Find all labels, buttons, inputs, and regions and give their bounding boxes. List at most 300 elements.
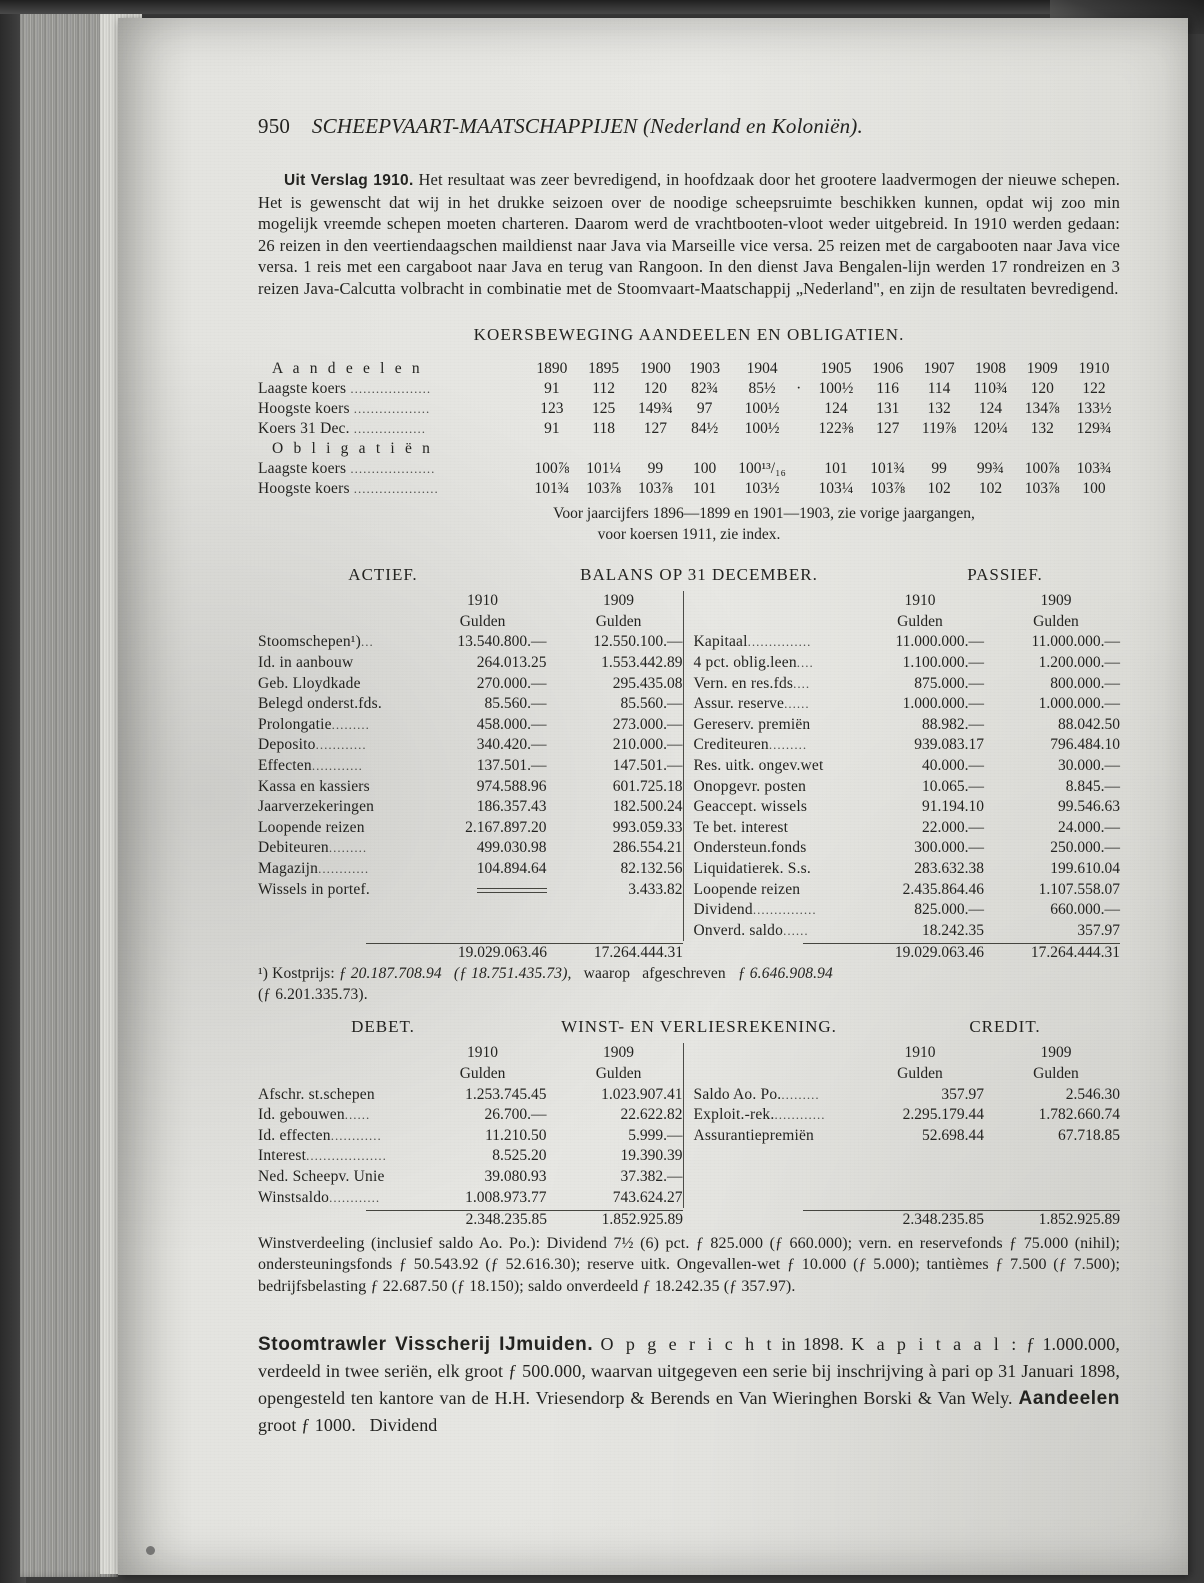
cell: 286.554.21 (612, 839, 683, 857)
currency-header: Gulden (595, 1064, 642, 1082)
cell: 2.295.179.44 (902, 1106, 984, 1124)
balans-passief-column (683, 591, 1120, 941)
cell: 119⅞ (921, 420, 957, 437)
cell: 37.382.— (620, 1167, 683, 1185)
row-label: Te bet. interest (693, 818, 789, 836)
koersen-row: Laagste koers ................... 91 112 120 82¾ 85½ · 100½ 116 114 110¾ 120 122 (258, 379, 1120, 399)
leader-dots: ......... (328, 840, 368, 856)
cell: 104.894.64 (476, 860, 547, 878)
cell: 939.083.17 (914, 736, 984, 754)
balans-passief-heading: PASSIEF. (967, 565, 1043, 584)
row-label: Deposito (258, 736, 316, 754)
cell: 11.210.50 (485, 1126, 547, 1144)
cell: 1.200.000.— (1038, 654, 1120, 672)
balans-section (258, 565, 1120, 1005)
cell: 120 (643, 380, 667, 397)
cell: 103⅞ (586, 480, 622, 497)
cell: 100¹³/₁₆ (738, 460, 786, 477)
leader-dots: ............... (747, 634, 812, 650)
balans-totals (258, 943, 1120, 962)
balans-title: BALANS OP 31 DECEMBER. (580, 565, 818, 584)
winstverdeeling-text: Winstverdeeling (inclusief saldo Ao. Po.): Dividend 7½ (6) pct. ƒ 825.000 (ƒ 660.000); vern. en reservefonds ƒ 75.000 (nihil); ondersteuningsfonds ƒ 50.543.92 (ƒ 52.616.30); reserve uitk. Ongevallen-wet ƒ 10.000 (ƒ 5.000); tantièmes ƒ 7.500 (ƒ 7.500); bedrijfsbelasting ƒ 22.687.50 (ƒ 18.150); saldo onverdeeld ƒ 18.242.35 (ƒ 357.97). (258, 1234, 1120, 1295)
cell: 2.546.30 (1065, 1085, 1120, 1103)
leader-dots: ...... (783, 922, 809, 938)
row-label: Kassa en kassiers (258, 777, 370, 795)
row-label: Winstsaldo (258, 1188, 330, 1206)
cell: 186.357.43 (476, 798, 547, 816)
table-row (258, 1167, 683, 1188)
cell: 102 (927, 480, 951, 497)
cell: 149¾ (637, 400, 673, 417)
cell: 100½ (744, 420, 780, 437)
row-label: Interest (258, 1147, 307, 1165)
total-1909: 17.264.444.31 (1030, 944, 1120, 962)
cell: 99 (931, 460, 947, 477)
year-1910-header: 1910 (467, 592, 499, 610)
wv-debet-column (258, 1043, 683, 1208)
currency-header: Gulden (897, 612, 943, 630)
kostprijs-footnote (258, 963, 1120, 1005)
row-label: Geaccept. wissels (693, 798, 808, 816)
cell: 22.622.82 (620, 1106, 683, 1124)
cell: 110¾ (973, 380, 1008, 397)
company-name: Stoomtrawler Visscherij IJmuiden. (258, 1334, 594, 1356)
cell: 458.000.— (476, 715, 547, 733)
leader-dots: ............ (315, 737, 367, 753)
table-row (694, 859, 1120, 880)
row-label: Magazijn (258, 860, 319, 878)
row-label: Assur. reserve (693, 695, 785, 713)
row-label: Saldo Ao. Po. (693, 1085, 782, 1103)
leader-dots: ......... (781, 1086, 820, 1102)
cell: 103¼ (818, 480, 854, 497)
cell: 1.000.000.— (902, 695, 984, 713)
spacer-row (694, 1187, 1120, 1208)
report-paragraph (258, 169, 1120, 299)
cell: 660.000.— (1050, 901, 1120, 919)
cell: 100⅞ (1024, 460, 1060, 477)
currency-header-row (258, 1064, 683, 1085)
cell: 601.725.18 (612, 777, 683, 795)
footnote-f: (ƒ 6.201.335.73). (258, 986, 368, 1004)
debet-table (258, 1043, 683, 1208)
document-page (118, 18, 1188, 1575)
table-row (258, 776, 683, 797)
row-label: Dividend (693, 901, 753, 919)
cell: 103⅞ (637, 480, 673, 497)
wv-total-left (258, 1210, 683, 1229)
cell: 103½ (744, 480, 780, 497)
row-label: Koers 31 Dec. (258, 420, 350, 437)
table-row (694, 921, 1120, 942)
cell: 30.000.— (1058, 757, 1120, 775)
cell: 120 (1030, 380, 1054, 397)
cell: 114 (927, 380, 951, 397)
currency-header: Gulden (595, 612, 642, 630)
table-row (694, 900, 1120, 921)
currency-header: Gulden (897, 1064, 943, 1082)
cell: 19.390.39 (620, 1147, 683, 1165)
balans-heading-row (258, 565, 1120, 585)
cell: 91 (544, 380, 560, 397)
cell: 120¼ (973, 420, 1008, 437)
table-row (258, 756, 683, 777)
currency-header: Gulden (1033, 1064, 1079, 1082)
report-lead-label: Uit Verslag 1910. (284, 172, 414, 189)
koersen-section-aandeelen: A a n d e e l e n (272, 360, 423, 377)
table-row (694, 838, 1120, 859)
cell: 100⅞ (534, 460, 570, 477)
cell: 84½ (691, 420, 719, 437)
table-row (694, 818, 1120, 839)
leader-dots: .................. (353, 401, 431, 416)
leader-dots: ... (361, 634, 374, 650)
leader-dots: ............ (318, 861, 370, 877)
table-row (694, 879, 1120, 900)
cell: 118 (592, 420, 615, 437)
cell: 270.000.— (476, 674, 547, 692)
row-label: Id. in aanbouw (258, 654, 354, 672)
cell: 796.484.10 (1050, 736, 1120, 754)
cell: 88.042.50 (1058, 715, 1120, 733)
balans-total-right (683, 943, 1120, 962)
company-aandeelen-rest: groot ƒ 1000. (258, 1415, 356, 1436)
cell: 875.000.— (914, 674, 984, 692)
cell: 974.588.96 (476, 777, 547, 795)
wv-debet-heading: DEBET. (351, 1017, 415, 1037)
company-aandeelen-label: Aandeelen (1018, 1388, 1120, 1410)
cell: 103⅞ (870, 480, 906, 497)
cell: 82¾ (691, 380, 719, 397)
row-label: Hoogste koers (258, 480, 350, 497)
year-col: 1907 (923, 360, 955, 377)
cell: 2.167.897.20 (465, 818, 547, 836)
year-header-row (258, 591, 683, 612)
row-label: Onverd. saldo (693, 921, 784, 939)
cell: 112 (592, 380, 615, 397)
row-label: Prolongatie (258, 715, 332, 733)
row-label: Assurantiepremiën (693, 1126, 814, 1144)
cell: 127 (643, 420, 667, 437)
table-row (694, 1105, 1120, 1126)
currency-header: Gulden (459, 1064, 506, 1082)
credit-table (694, 1043, 1120, 1208)
cell: 147.501.— (612, 757, 683, 775)
balans-columns (258, 591, 1120, 941)
row-label: Id. gebouwen (258, 1106, 345, 1124)
koersen-obligatien-header (258, 439, 1120, 459)
wv-credit-column (683, 1043, 1120, 1208)
year-col: 1904 (746, 360, 778, 377)
total-1910: 19.029.063.46 (457, 944, 548, 962)
currency-header: Gulden (1033, 612, 1079, 630)
cell: 101 (824, 460, 848, 477)
footnote-d: afgeschreven (642, 965, 726, 983)
cell: 5.999.— (628, 1126, 683, 1144)
cell: 8.845.— (1065, 777, 1120, 795)
balans-total-left (258, 943, 683, 962)
cell: 82.132.56 (620, 860, 683, 878)
cell: 40.000.— (922, 757, 984, 775)
koersen-header-row (258, 359, 1120, 379)
table-row (694, 715, 1120, 736)
cell: 11.000.000.— (1031, 633, 1120, 651)
cell: 124 (824, 400, 848, 417)
row-label: Laagste koers (258, 380, 347, 397)
year-col: 1905 (820, 360, 852, 377)
cell: 1.553.442.89 (601, 654, 683, 672)
year-col: 1890 (536, 360, 568, 377)
leader-dots: ................... (306, 1148, 387, 1164)
leader-dots: ...... (344, 1107, 371, 1123)
cell: 100½ (818, 380, 854, 397)
table-row (258, 1146, 683, 1167)
table-row (694, 673, 1120, 694)
footnote-b: (ƒ 18.751.435.73), (453, 965, 572, 983)
cell: 1.100.000.— (902, 654, 984, 672)
company-kapitaal-label: K a p i t a a l : (851, 1334, 1019, 1355)
cell: 99 (647, 460, 664, 477)
year-col: 1903 (689, 360, 721, 377)
koersen-row (258, 419, 1120, 439)
cell: 1.000.000.— (1038, 695, 1120, 713)
row-label: Crediteuren (693, 736, 769, 754)
table-row (258, 1084, 683, 1105)
cell: 100 (1082, 480, 1106, 497)
row-label: Ned. Scheepv. Unie (258, 1167, 385, 1185)
leader-dots: .... (796, 655, 814, 671)
row-label: Laagste koers (258, 460, 347, 477)
cell: 103¾ (1076, 460, 1112, 477)
cell: 101 (693, 480, 717, 497)
cell: 97 (696, 400, 713, 417)
page-content (258, 114, 1120, 1439)
wv-heading-row (258, 1017, 1120, 1037)
year-col: 1909 (1026, 360, 1058, 377)
cell: 102 (978, 480, 1003, 497)
leader-dots: ............ (311, 758, 363, 774)
cell: 100½ (744, 400, 780, 417)
year-header-row (694, 591, 1120, 612)
year-col: 1895 (588, 360, 620, 377)
cell: 283.632.38 (914, 860, 984, 878)
koersen-row (258, 399, 1120, 419)
total-1910: 19.029.063.46 (894, 944, 984, 962)
cell: 67.718.85 (1058, 1126, 1120, 1144)
cell: 132 (1030, 420, 1054, 437)
cell: 8.525.20 (492, 1147, 547, 1165)
cell: 137.501.— (476, 757, 547, 775)
year-1909-header: 1909 (603, 1044, 635, 1062)
cell: 499.030.98 (476, 839, 547, 857)
row-label: Stoomschepen¹) (258, 633, 362, 651)
spacer-row (694, 1146, 1120, 1167)
cell: 1.253.745.45 (465, 1085, 547, 1103)
table-row (258, 1105, 683, 1126)
currency-header-row (694, 612, 1120, 633)
leader-dots: ............... (752, 902, 817, 918)
table-row (258, 879, 683, 900)
cell: 129¾ (1076, 420, 1112, 437)
balans-actief-heading: ACTIEF. (348, 565, 418, 584)
cell: 99.546.63 (1058, 798, 1120, 816)
row-label: Wissels in portef. (258, 880, 370, 898)
cell: 250.000.— (1050, 839, 1120, 857)
cell: 182.500.24 (612, 798, 683, 816)
row-label: Hoogste koers (258, 400, 350, 417)
cell: 357.97 (1077, 921, 1120, 939)
cell: 18.242.35 (922, 921, 984, 939)
table-row (258, 859, 683, 880)
koersen-title: KOERSBEWEGING AANDEELEN EN OBLIGATIEN. (473, 325, 905, 344)
row-label: Vern. en res.fds (693, 674, 794, 692)
cell: 103⅞ (1024, 480, 1060, 497)
cell: 88.982.— (922, 715, 984, 733)
koersen-row (258, 479, 1120, 499)
leader-dots: ............ (329, 1189, 381, 1205)
currency-header: Gulden (459, 612, 506, 630)
table-row (694, 735, 1120, 756)
row-label: Ondersteun.fonds (693, 839, 807, 857)
cell: 116 (876, 380, 900, 397)
row-label: Gereserv. premiën (693, 715, 811, 733)
row-label: Loopende reizen (258, 818, 365, 836)
leader-dots: .................... (353, 481, 439, 496)
year-1909-header: 1909 (1040, 592, 1072, 610)
cell: 134⅞ (1024, 400, 1060, 417)
total-1909: 1.852.925.89 (1038, 1210, 1120, 1228)
year-col: 1900 (639, 360, 671, 377)
report-body: Het resultaat was zeer bevredigend, in hoofdzaak door het grootere laadvermogen der nieuwe schepen. Het is gewenscht dat wij in het drukke seizoen over de noodige scheepsruimte beschikken kunnen, opdat wij zoo min mogelijk vreemde schepen moeten charteren. Daarom werd de vrachtbooten-vloot weder uitgebreid. In 1910 werden gedaan: 26 reizen in den veertiendaagschen maildienst naar Java via Marseille vice versa. 25 reizen met de cargabooten naar Java vice versa. 1 reis met een cargaboot naar Java en terug van Rangoon. In den dienst Java Bengalen-lijn werden 17 rondreizen en 3 reizen Java-Calcutta volbracht in combinatie met de Stoomvaart-Maatschappij „Nederland", en zijn de resultaten bevredigend. (258, 170, 1120, 298)
table-row (258, 673, 683, 694)
table-row (694, 632, 1120, 653)
cell: 13.540.800.— (457, 633, 547, 651)
leader-dots: .................... (350, 461, 436, 476)
koersen-row (258, 459, 1120, 479)
cell: 340.420.— (476, 736, 547, 754)
table-row (258, 694, 683, 715)
cell: 1.008.973.77 (465, 1188, 547, 1206)
cell: 91.194.10 (922, 798, 984, 816)
table-row (258, 632, 683, 653)
table-row (258, 797, 683, 818)
cell: 800.000.— (1050, 674, 1120, 692)
cell: 11.000.000.— (895, 633, 984, 651)
row-label: Effecten (258, 757, 312, 775)
winstverlies-section (258, 1017, 1120, 1297)
cell: 825.000.— (914, 901, 984, 919)
table-row (258, 715, 683, 736)
table-row (258, 1187, 683, 1208)
total-1909: 1.852.925.89 (601, 1210, 684, 1228)
wv-credit-heading: CREDIT. (969, 1017, 1041, 1037)
table-row (694, 1125, 1120, 1146)
scan-artifact-dot (146, 1546, 155, 1555)
cell: 993.059.33 (612, 818, 683, 836)
cell: 131 (876, 400, 900, 417)
cell: 122 (1082, 380, 1106, 397)
row-label: Exploit.-rek. (693, 1106, 775, 1124)
top-dark-band (0, 0, 1204, 14)
page-number: 950 (258, 114, 291, 138)
row-label: Debiteuren (258, 839, 329, 857)
cell: 1.107.558.07 (1038, 880, 1120, 898)
cell: 22.000.— (922, 818, 984, 836)
table-row (258, 735, 683, 756)
year-1909-header: 1909 (1040, 1044, 1072, 1062)
company-body: ƒ 1.000.000, verdeeld in twee seriën, elk groot ƒ 500.000, waarvan uitgegeven een serie bij inschrijving à pari op 31 Januari 1898, opengesteld ten kantore van de H.H. Vriesendorp & Berends en Van Wieringhen Borski & Van Wely. (258, 1334, 1120, 1409)
wv-columns (258, 1043, 1120, 1208)
wv-title: WINST- EN VERLIESREKENING. (561, 1017, 837, 1037)
cell: 24.000.— (1058, 818, 1120, 836)
table-row (694, 756, 1120, 777)
cell: 125 (592, 400, 616, 417)
company-founded-rest: in 1898. (781, 1334, 844, 1355)
spacer-row (694, 1167, 1120, 1188)
footnote-mark: ¹) Kostprijs: (258, 965, 335, 983)
leader-dots: ............ (330, 1127, 382, 1143)
year-col: 1906 (872, 360, 904, 377)
cell: 91 (544, 420, 560, 437)
row-label: 4 pct. oblig.leen (693, 654, 797, 672)
cell: 39.080.93 (484, 1167, 547, 1185)
cell: 273.000.— (612, 715, 683, 733)
year-1910-header: 1910 (904, 592, 936, 610)
row-label: Id. effecten (258, 1126, 331, 1144)
next-company-entry (258, 1331, 1120, 1439)
cell: 85.560.— (484, 695, 547, 713)
year-header-row (258, 1043, 683, 1064)
koersen-note-line2: voor koersen 1911, zie index. (597, 526, 781, 543)
year-1909-header: 1909 (603, 592, 635, 610)
cell: 199.610.04 (1050, 860, 1120, 878)
footnote-e: ƒ 6.646.908.94 (737, 965, 833, 983)
footnote-c: waarop (583, 965, 631, 983)
row-label: Liquidatierek. S.s. (693, 860, 811, 878)
cell: 3.433.82 (628, 880, 683, 898)
leader-dots: ................. (353, 421, 427, 436)
leader-dots: ............ (774, 1107, 826, 1123)
running-header (258, 114, 1120, 139)
cell: 100 (693, 460, 717, 477)
table-row (694, 1084, 1120, 1105)
cell: 133½ (1076, 400, 1112, 417)
cell: 10.065.— (922, 777, 984, 795)
cell: 124 (978, 400, 1003, 417)
total-1910: 2.348.235.85 (465, 1210, 548, 1228)
year-col: 1908 (974, 360, 1006, 377)
company-founded-spaced: O p g e r i c h t (600, 1334, 775, 1355)
cell: 210.000.— (612, 736, 683, 754)
leader-dots: ...... (784, 696, 810, 712)
table-row (258, 653, 683, 674)
cell: 743.624.27 (612, 1188, 683, 1206)
total-1909: 17.264.444.31 (593, 944, 684, 962)
leader-dots: ......... (331, 716, 370, 732)
winstverdeeling-paragraph (258, 1233, 1120, 1298)
row-label: Res. uitk. ongev.wet (693, 757, 824, 775)
wv-totals (258, 1210, 1120, 1229)
row-label: Afschr. st.schepen (258, 1085, 375, 1103)
leader-dots: .... (793, 675, 811, 691)
year-col: 1910 (1078, 360, 1110, 377)
row-label: Loopende reizen (693, 880, 801, 898)
row-label: Jaarverzekeringen (258, 798, 375, 816)
table-row (258, 818, 683, 839)
cell: 123 (540, 400, 564, 417)
cell: 101¼ (586, 460, 622, 477)
koersen-section-obligatien: O b l i g a t i ë n (272, 440, 434, 457)
